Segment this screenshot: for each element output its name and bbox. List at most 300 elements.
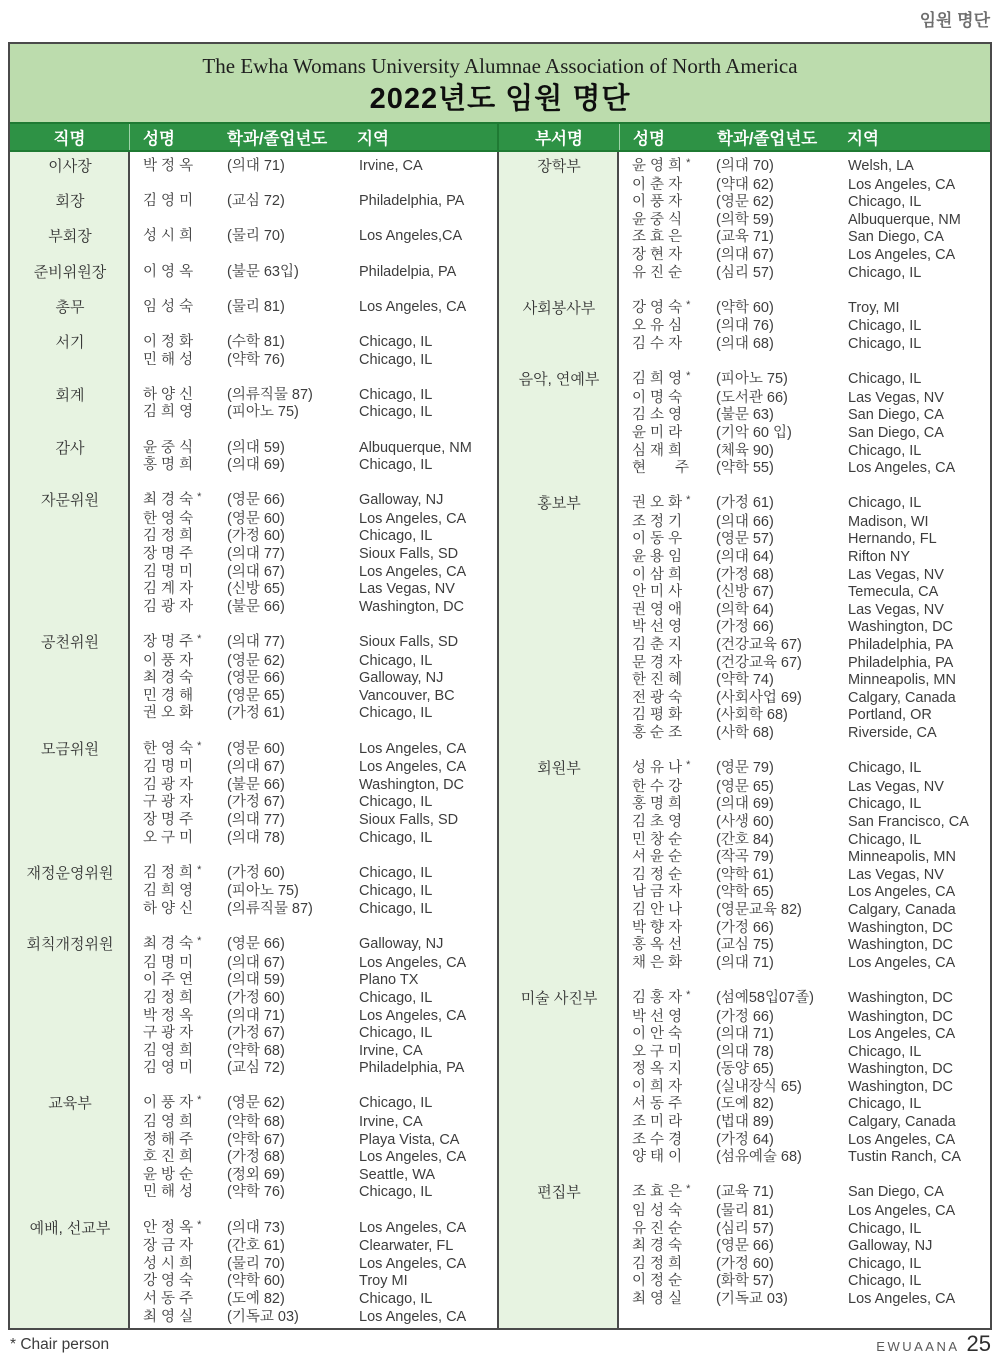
member-name: 최 경 숙 (143, 670, 194, 687)
member-dept-year: (영문 79) (716, 760, 774, 777)
table-row (632, 1009, 990, 1027)
member-region: Los Angeles, CA (848, 954, 956, 971)
member-region: Seattle, WA (359, 1166, 436, 1183)
table-row (143, 830, 497, 848)
member-region: Los Angeles, CA (359, 510, 467, 527)
table-row (632, 1132, 990, 1150)
member-name: 성 유 나 * (632, 759, 691, 777)
member-dept-year: (동양 65) (716, 1061, 774, 1078)
section-members (619, 371, 990, 478)
table-row (143, 1256, 497, 1274)
member-name: 최 영 실 (143, 1308, 194, 1325)
member-name: 오 구 미 (143, 829, 194, 846)
page-number: 25 (966, 1331, 991, 1356)
table-row (143, 352, 497, 370)
member-name: 현 주 (632, 460, 690, 477)
table-row (632, 177, 990, 195)
chair-asterisk: * (197, 1094, 202, 1107)
table-row (143, 688, 497, 706)
member-name: 장 명 주 * (143, 633, 202, 651)
member-region: Los Angeles, CA (359, 1255, 467, 1272)
member-region: Los Angeles, CA (848, 1131, 956, 1148)
table-row (143, 955, 497, 973)
table-row (632, 920, 990, 938)
section-members (130, 1095, 497, 1202)
table-title-block (10, 44, 990, 122)
section-members (619, 158, 990, 282)
member-dept-year: (법대 89) (716, 1114, 774, 1131)
section-members (130, 158, 497, 176)
member-region: Chicago, IL (359, 989, 433, 1006)
member-region: Irvine, CA (359, 1042, 423, 1059)
member-region: Welsh, LA (848, 158, 914, 174)
table-row (143, 777, 497, 795)
table-row (143, 387, 497, 405)
member-dept-year: (수학 81) (227, 333, 285, 350)
member-dept-year: (의대 67) (716, 246, 774, 263)
table-row (632, 690, 990, 708)
member-name: 한 수 강 (632, 778, 683, 795)
chair-asterisk: * (686, 494, 691, 507)
table-row (143, 440, 497, 458)
table-row (632, 1114, 990, 1132)
section-right-0 (499, 158, 990, 282)
table-row (143, 1291, 497, 1309)
member-dept-year: (불문 63) (716, 407, 774, 424)
section-left-13 (10, 1095, 497, 1202)
section-label: 이사장 (48, 158, 92, 175)
member-name: 김 춘 지 (632, 637, 683, 654)
section-left-3 (10, 264, 497, 282)
member-dept-year: (가정 60) (227, 989, 285, 1006)
section-members (130, 634, 497, 723)
member-name: 박 선 영 (632, 1008, 683, 1025)
section-label: 모금위원 (41, 740, 99, 758)
member-region: Chicago, IL (359, 351, 433, 368)
chair-asterisk: * (686, 1183, 691, 1196)
table-row (143, 228, 497, 246)
member-name: 최 경 숙 * (143, 491, 202, 509)
left-sections (10, 152, 497, 1326)
member-name: 최 경 숙 * (143, 935, 202, 953)
member-region: Clearwater, FL (359, 1238, 454, 1255)
section-label: 회계 (55, 386, 85, 404)
member-dept-year: (의학 59) (716, 211, 774, 228)
member-region: Rifton NY (848, 549, 911, 566)
member-name: 이 춘 자 (632, 176, 683, 193)
member-name: 유 진 순 (632, 264, 683, 281)
member-dept-year: (의대 67) (227, 954, 285, 971)
member-dept-year: (의대 66) (716, 513, 774, 530)
table-row (632, 212, 990, 230)
member-region: Chicago, IL (359, 1095, 433, 1112)
member-name: 이 정 화 (143, 333, 194, 350)
member-region: Washington, DC (359, 598, 465, 615)
member-name: 김 영 희 (143, 1114, 194, 1131)
member-dept-year: (섬예58입07졸) (716, 989, 814, 1006)
table-header-row (10, 122, 990, 152)
member-name: 홍 명 희 (632, 796, 683, 813)
section-label: 음악, 연예부 (518, 371, 600, 389)
member-dept-year: (불문 66) (227, 598, 285, 615)
table-row (632, 1079, 990, 1097)
member-name: 민 해 성 (143, 351, 194, 368)
page-corner-title: 임원 명단 (919, 11, 990, 30)
member-region: Chicago, IL (848, 1096, 922, 1113)
table-row (143, 404, 497, 422)
member-dept-year: (간호 61) (227, 1238, 285, 1255)
member-name: 윤 영 희 * (632, 157, 691, 174)
column-header-position: 직명 (10, 124, 130, 150)
member-name: 한 영 숙 * (143, 739, 202, 757)
member-name: 윤 미 라 (632, 424, 683, 441)
member-dept-year: (의류직물 87) (227, 386, 313, 403)
chair-asterisk: * (197, 1218, 202, 1231)
section-label: 홍보부 (537, 495, 581, 513)
member-name: 김 안 나 (632, 901, 683, 918)
member-region: Los Angeles,CA (359, 228, 463, 245)
member-region: Troy, MI (848, 299, 900, 316)
member-dept-year: (의대 67) (227, 759, 285, 776)
section-right-5 (499, 990, 990, 1167)
member-name: 홍 순 조 (632, 725, 683, 741)
member-region: Philadelphia, PA (848, 654, 954, 671)
table-row (632, 443, 990, 461)
table-row (632, 336, 990, 354)
member-region: San Francisco, CA (848, 813, 969, 830)
member-dept-year: (영문 60) (227, 740, 285, 757)
table-row (632, 371, 990, 390)
table-row (143, 901, 497, 919)
member-dept-year: (약학 60) (716, 299, 774, 316)
member-dept-year: (간호 84) (716, 831, 774, 848)
table-row (143, 581, 497, 599)
member-name: 이 주 연 (143, 972, 194, 989)
member-dept-year: (사회사업 69) (716, 689, 802, 706)
member-region: Chicago, IL (848, 831, 922, 848)
member-name: 김 명 미 (143, 563, 194, 580)
member-region: Philadelphia, PA (359, 193, 465, 210)
table-row (632, 265, 990, 283)
member-region: Las Vegas, NV (848, 389, 944, 406)
section-left-5 (10, 334, 497, 369)
section-members (130, 193, 497, 211)
member-region: Irvine, CA (359, 1114, 423, 1131)
table-row (632, 495, 990, 514)
member-region: Chicago, IL (848, 495, 922, 512)
member-dept-year: (약학 65) (716, 884, 774, 901)
table-row (632, 955, 990, 973)
member-name: 정 해 주 (143, 1131, 194, 1148)
member-dept-year: (교심 72) (227, 193, 285, 210)
table-row (632, 247, 990, 265)
member-dept-year: (의대 64) (716, 549, 774, 566)
member-region: Chicago, IL (848, 1273, 922, 1290)
section-members (619, 990, 990, 1167)
table-row (143, 1238, 497, 1256)
table-row (632, 300, 990, 319)
member-dept-year: (기악 60 입) (716, 424, 792, 441)
member-region: Los Angeles, CA (848, 246, 956, 263)
member-name: 양 태 이 (632, 1149, 683, 1166)
member-region: Chicago, IL (359, 457, 433, 474)
member-dept-year: (의대 59) (227, 972, 285, 989)
table-row (632, 1221, 990, 1239)
chair-asterisk: * (686, 370, 691, 383)
member-name: 김 명 미 (143, 759, 194, 776)
member-region: Washington, DC (848, 1008, 954, 1025)
table-header-right (497, 124, 990, 150)
member-name: 안 미 사 (632, 584, 683, 601)
table-row (143, 528, 497, 546)
member-name: 장 명 주 (143, 546, 194, 563)
table-row (632, 602, 990, 620)
member-region: Washington, DC (848, 1078, 954, 1095)
member-dept-year: (의대 71) (716, 1026, 774, 1043)
member-region: Los Angeles, CA (359, 563, 467, 580)
member-dept-year: (의대 77) (227, 546, 285, 563)
member-dept-year: (가정 66) (716, 1008, 774, 1025)
member-dept-year: (신방 67) (716, 584, 774, 601)
table-row (143, 936, 497, 955)
member-name: 강 영 숙 * (632, 298, 691, 316)
table-row (143, 883, 497, 901)
section-label: 편집부 (537, 1184, 581, 1202)
member-region: Los Angeles, CA (848, 176, 956, 193)
column-header-name-left: 성명 (143, 130, 175, 148)
member-region: Chicago, IL (359, 652, 433, 669)
member-name: 안 정 옥 * (143, 1218, 202, 1236)
member-dept-year: (실내장식 65) (716, 1078, 802, 1095)
member-name: 강 영 숙 (143, 1273, 194, 1290)
member-dept-year: (영문 60) (227, 510, 285, 527)
table-row (632, 425, 990, 443)
member-name: 오 구 미 (632, 1043, 683, 1060)
member-name: 한 진 혜 (632, 672, 683, 689)
section-left-11 (10, 865, 497, 919)
table-row (632, 672, 990, 690)
table-row (632, 637, 990, 655)
member-region: San Diego, CA (848, 424, 944, 441)
table-row (632, 1026, 990, 1044)
table-row (143, 1025, 497, 1043)
section-right-1 (499, 300, 990, 354)
table-row (632, 1238, 990, 1256)
member-region: Galloway, NJ (359, 670, 444, 687)
member-dept-year: (사회학 68) (716, 707, 788, 724)
section-label: 미술 사진부 (520, 989, 598, 1007)
section-members (130, 334, 497, 369)
member-region: Chicago, IL (848, 318, 922, 335)
member-dept-year: (도서관 66) (716, 389, 788, 406)
member-name: 조 효 은 (632, 229, 683, 246)
table-header-left (10, 124, 497, 150)
column-header-region-left: 지역 (357, 130, 389, 148)
table-row (632, 1184, 990, 1203)
member-region: Chicago, IL (359, 386, 433, 403)
member-dept-year: (약대 62) (716, 176, 774, 193)
member-name: 구 광 자 (143, 794, 194, 811)
member-region: Sioux Falls, SD (359, 546, 459, 563)
table-row (632, 584, 990, 602)
section-label: 회칙개정위원 (26, 936, 114, 954)
member-name: 조 효 은 * (632, 1183, 691, 1201)
table-row (143, 546, 497, 564)
table-row (143, 705, 497, 723)
member-name: 권 영 애 (632, 601, 683, 618)
member-region: Vancouver, BC (359, 687, 455, 704)
member-name: 이 안 숙 (632, 1026, 683, 1043)
member-dept-year: (물리 70) (227, 1255, 285, 1272)
table-row (143, 1149, 497, 1167)
member-name: 서 윤 순 (632, 849, 683, 866)
member-dept-year: (가정 60) (227, 864, 285, 881)
member-dept-year: (의대 70) (716, 158, 774, 174)
member-dept-year: (약학 67) (227, 1131, 285, 1148)
member-name: 윤 중 식 (632, 211, 683, 228)
member-dept-year: (도예 82) (716, 1096, 774, 1113)
table-row (143, 812, 497, 830)
member-dept-year: (가정 61) (716, 495, 774, 512)
member-region: Chicago, IL (359, 528, 433, 545)
roster-table (8, 42, 992, 1330)
member-name: 유 진 순 (632, 1220, 683, 1237)
member-name: 권 오 화 (143, 705, 194, 722)
member-region: Las Vegas, NV (848, 778, 944, 795)
member-region: Chicago, IL (359, 1025, 433, 1042)
member-dept-year: (의대 67) (227, 563, 285, 580)
member-dept-year: (기독교 03) (227, 1308, 299, 1325)
member-name: 민 경 해 (143, 687, 194, 704)
section-left-2 (10, 228, 497, 246)
member-dept-year: (가정 68) (227, 1149, 285, 1166)
table-row (632, 549, 990, 567)
member-region: Chicago, IL (848, 796, 922, 813)
member-name: 심 재 희 (632, 442, 683, 459)
member-name: 최 영 실 (632, 1291, 683, 1307)
member-dept-year: (의대 78) (227, 829, 285, 846)
member-name: 정 옥 지 (632, 1061, 683, 1078)
member-dept-year: (신방 65) (227, 581, 285, 598)
member-dept-year: (의대 59) (227, 439, 285, 456)
chair-asterisk: * (686, 157, 691, 169)
member-name: 구 광 자 (143, 1025, 194, 1042)
section-label: 공천위원 (41, 634, 99, 652)
member-region: Los Angeles, CA (848, 1291, 956, 1307)
section-label: 자문위원 (41, 492, 99, 510)
member-name: 홍 옥 선 (632, 937, 683, 954)
member-dept-year: (의대 76) (716, 318, 774, 335)
member-region: Washington, DC (359, 776, 465, 793)
member-region: Minneapolis, MN (848, 672, 956, 689)
column-header-dept-left: 학과/졸업년도 (227, 130, 328, 148)
member-name: 박 정 옥 (143, 1007, 194, 1024)
section-members (130, 936, 497, 1078)
member-region: Los Angeles, CA (359, 759, 467, 776)
member-dept-year: (체육 90) (716, 442, 774, 459)
section-right-3 (499, 495, 990, 742)
member-name: 임 성 숙 (143, 298, 194, 315)
member-name: 이 동 우 (632, 531, 683, 548)
table-row (143, 299, 497, 317)
table-row (632, 655, 990, 673)
member-name: 김 명 미 (143, 954, 194, 971)
member-dept-year: (영문 66) (716, 1238, 774, 1255)
member-region: Calgary, Canada (848, 901, 956, 918)
member-region: Galloway, NJ (359, 936, 444, 953)
section-members (619, 300, 990, 354)
chair-asterisk: * (686, 759, 691, 772)
member-region: Calgary, Canada (848, 1114, 956, 1131)
section-label: 사회봉사부 (522, 299, 596, 317)
member-name: 김 광 자 (143, 776, 194, 793)
section-label: 예배, 선교부 (29, 1219, 111, 1237)
member-name: 이 풍 자 (143, 652, 194, 669)
table-row (632, 1291, 990, 1309)
member-region: Albuquerque, NM (848, 211, 961, 228)
member-dept-year: (사생 60) (716, 813, 774, 830)
member-name: 하 양 신 (143, 386, 194, 403)
column-header-region-right: 지역 (847, 130, 879, 148)
table-row (632, 318, 990, 336)
section-left-1 (10, 193, 497, 211)
member-name: 남 금 자 (632, 884, 683, 901)
section-left-6 (10, 387, 497, 422)
member-region: Chicago, IL (848, 1220, 922, 1237)
member-dept-year: (심리 57) (716, 1220, 774, 1237)
member-dept-year: (영문 66) (227, 670, 285, 687)
section-members (130, 492, 497, 616)
member-region: Sioux Falls, SD (359, 634, 459, 651)
member-name: 민 창 순 (632, 831, 683, 848)
chair-person-footnote: * Chair person (10, 1336, 110, 1353)
section-members (130, 299, 497, 317)
member-name: 조 정 기 (632, 513, 683, 530)
section-right-2 (499, 371, 990, 478)
roster-title-korean: 2022년도 임원 명단 (369, 83, 631, 115)
member-dept-year: (약학 74) (716, 672, 774, 689)
table-row (143, 1114, 497, 1132)
member-region: Temecula, CA (848, 584, 939, 601)
member-region: Los Angeles, CA (359, 1219, 467, 1236)
member-region: Los Angeles, CA (359, 1007, 467, 1024)
member-name: 박 선 영 (632, 619, 683, 636)
table-row (632, 1273, 990, 1291)
member-dept-year: (의류직물 87) (227, 900, 313, 917)
member-dept-year: (건강교육 67) (716, 637, 802, 654)
member-name: 김 희 영 (143, 883, 194, 900)
member-dept-year: (기독교 03) (716, 1291, 788, 1307)
table-row (143, 865, 497, 884)
member-region: San Diego, CA (848, 407, 944, 424)
member-name: 홍 명 희 (143, 457, 194, 474)
table-row (632, 796, 990, 814)
section-members (130, 440, 497, 475)
member-region: Chicago, IL (359, 333, 433, 350)
member-name: 윤 용 임 (632, 549, 683, 566)
table-row (143, 1095, 497, 1114)
member-name: 김 광 자 (143, 598, 194, 615)
member-region: Calgary, Canada (848, 689, 956, 706)
section-members (130, 865, 497, 919)
member-region: Las Vegas, NV (848, 566, 944, 583)
member-dept-year: (물리 81) (227, 298, 285, 315)
member-name: 이 희 자 (632, 1078, 683, 1095)
member-region: Madison, WI (848, 513, 929, 530)
member-region: Washington, DC (848, 1061, 954, 1078)
member-name: 채 은 화 (632, 954, 683, 971)
section-left-9 (10, 634, 497, 723)
